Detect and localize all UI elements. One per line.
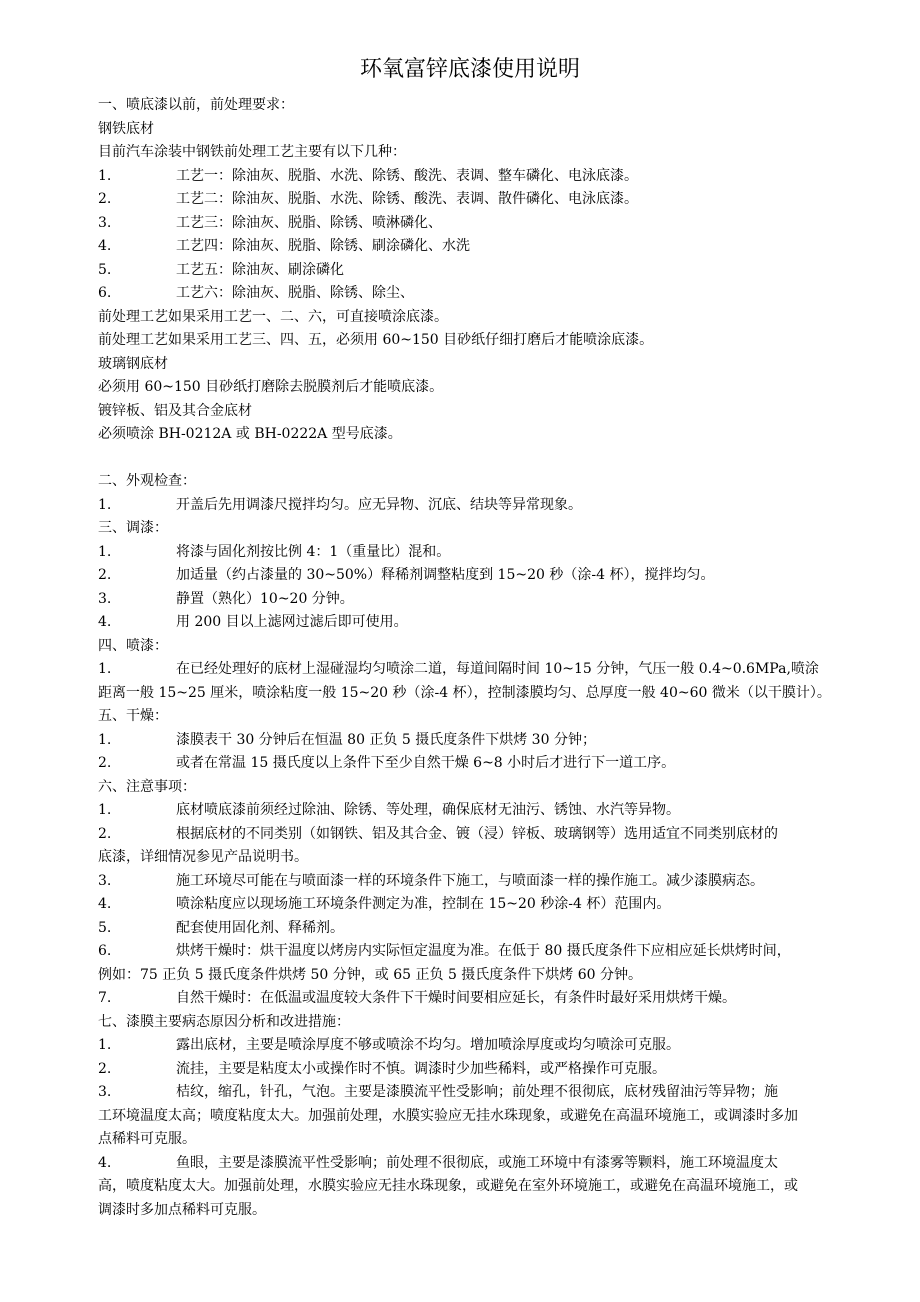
pretreatment-note-1: 前处理工艺如果采用工艺一、二、六，可直接喷涂底漆。: [98, 308, 448, 325]
item-number: 4.: [98, 614, 112, 630]
item-text: 开盖后先用调漆尺搅拌均匀。应无异物、沉底、结块等异常现象。: [176, 496, 582, 513]
mixing-item-1: [98, 541, 880, 565]
section-5-heading: 五、干燥：: [98, 708, 168, 724]
item-number: 2.: [98, 755, 112, 771]
note-item-2: [98, 823, 880, 847]
defect-item-4-continued: 高，喷度粘度太大。加强前处理，水膜实验应无挂水珠现象，或避免在室外环境施工，或避免在高温环境施工，或: [98, 1178, 798, 1194]
item-number: 6.: [98, 943, 112, 959]
item-text: 加适量（约占漆量的 30~50%）释稀剂调整粘度到 15~20 秒（涂-4 杯），搅拌均匀。: [176, 567, 715, 583]
item-number: 5.: [98, 261, 112, 278]
item-number: 2.: [98, 191, 112, 207]
item-number: 4.: [98, 238, 112, 254]
drying-list: [98, 729, 880, 776]
galvanized-instruction: 必须喷涂 BH-0212A 或 BH-0222A 型号底漆。: [98, 426, 402, 442]
section-2-heading: 二、外观检查：: [98, 473, 196, 489]
process-item-5: [98, 259, 880, 283]
item-number: 1.: [98, 661, 112, 677]
item-text: 流挂，主要是粘度太小或操作时不慎。调漆时少加些稀料，或严格操作可克服。: [176, 1060, 666, 1077]
inspection-list: [98, 494, 880, 518]
mixing-item-4: [98, 611, 880, 635]
fiberglass-instruction: 必须用 60~150 目砂纸打磨除去脱膜剂后才能喷底漆。: [98, 379, 444, 395]
item-text: 露出底材，主要是喷涂厚度不够或喷涂不均匀。增加喷涂厚度或均匀喷涂可克服。: [176, 1037, 680, 1053]
item-text: 底材喷底漆前须经过除油、除锈、等处理，确保底材无油污、锈蚀、水汽等异物。: [176, 802, 680, 818]
item-number: 3.: [98, 590, 112, 607]
pretreatment-note-2: 前处理工艺如果采用工艺三、四、五，必须用 60~150 目砂纸仔细打磨后才能喷涂底漆。: [98, 332, 654, 348]
drying-item-1: [98, 729, 880, 753]
item-number: 5.: [98, 919, 112, 936]
item-text: 桔纹，缩孔，针孔，气泡。主要是漆膜流平性受影响；前处理不很彻底，底材残留油污等异物；施: [176, 1084, 778, 1100]
defect-item-3-continued: 工环境温度太高；喷度粘度太大。加强前处理，水膜实验应无挂水珠现象，或避免在高温环境施工，或调漆时多加: [98, 1107, 798, 1124]
inspection-item-1: [98, 494, 880, 518]
document-title: 环氧富锌底漆使用说明: [360, 57, 581, 82]
process-item-3: [98, 212, 880, 236]
item-number: 6.: [98, 285, 112, 301]
item-number: 4.: [98, 896, 112, 912]
item-number: 1.: [98, 731, 112, 748]
item-number: 4.: [98, 1154, 112, 1171]
item-number: 3.: [98, 214, 112, 231]
spray-item-1-continued: 距离一般 15~25 厘米，喷涂粘度一般 15~20 秒（涂-4 杯），控制漆膜均匀、总厚度一般 40~60 微米（以干膜计）。: [98, 684, 831, 701]
section-6-heading: 六、注意事项：: [98, 778, 196, 795]
item-text: 静置（熟化）10~20 分钟。: [176, 590, 354, 607]
item-number: 2.: [98, 567, 112, 583]
process-item-1: [98, 165, 880, 189]
note-item-3: [98, 870, 880, 894]
note-item-5: [98, 917, 880, 941]
drying-item-2: [98, 752, 880, 776]
item-text: 施工环境尽可能在与喷面漆一样的环境条件下施工，与喷面漆一样的操作施工。减少漆膜病态。: [176, 872, 764, 889]
note-item-7: [98, 987, 880, 1011]
item-text: 自然干燥时：在低温或温度较大条件下干燥时间要相应延长，有条件时最好采用烘烤干燥。: [176, 990, 736, 1006]
item-number: 7.: [98, 990, 112, 1006]
spray-item-1: [98, 658, 880, 682]
item-number: 1.: [98, 167, 112, 184]
item-text: 工艺六：除油灰、脱脂、除锈、除尘、: [176, 285, 414, 301]
item-text: 烘烤干燥时：烘干温度以烤房内实际恒定温度为准。在低于 80 摄氏度条件下应相应延长烘烤时间，: [176, 943, 791, 959]
defect-item-1: [98, 1034, 880, 1058]
item-text: 工艺三：除油灰、脱脂、除锈、喷淋磷化、: [176, 214, 442, 231]
defect-item-4: [98, 1152, 880, 1176]
item-number: 3.: [98, 872, 112, 889]
blank-line: [98, 447, 880, 471]
section-3-heading: 三、调漆：: [98, 520, 168, 536]
item-number: 1.: [98, 1037, 112, 1053]
item-text: 工艺四：除油灰、脱脂、除锈、刷涂磷化、水洗: [176, 238, 470, 254]
defect-item-4-continued-2: 调漆时多加点稀料可克服。: [98, 1201, 266, 1218]
item-number: 3.: [98, 1084, 112, 1100]
item-text: 将漆与固化剂按比例 4：1（重量比）混和。: [176, 543, 451, 560]
item-text: 根据底材的不同类别（如钢铁、铝及其合金、镀（浸）锌板、玻璃钢等）选用适宜不同类别底材的: [176, 825, 778, 842]
item-text: 配套使用固化剂、释稀剂。: [176, 919, 344, 936]
item-number: 2.: [98, 825, 112, 842]
mixing-item-2: [98, 564, 880, 588]
item-number: 1.: [98, 496, 112, 513]
note-item-4: [98, 893, 880, 917]
process-list: [98, 165, 880, 306]
pretreatment-intro: 目前汽车涂装中钢铁前处理工艺主要有以下几种：: [98, 144, 406, 160]
defect-item-3-continued-2: 点稀料可克服。: [98, 1131, 196, 1147]
subheading-steel-substrate: 钢铁底材: [98, 120, 154, 137]
item-number: 2.: [98, 1060, 112, 1077]
process-item-2: [98, 188, 880, 212]
section-1-heading: 一、喷底漆以前，前处理要求：: [98, 97, 294, 113]
process-item-4: [98, 235, 880, 259]
section-7-heading: 七、漆膜主要病态原因分析和改进措施：: [98, 1013, 350, 1030]
subheading-galvanized-substrate: 镀锌板、铝及其合金底材: [98, 402, 252, 419]
item-number: 1.: [98, 543, 112, 560]
mixing-item-3: [98, 588, 880, 612]
mixing-list: [98, 541, 880, 635]
item-text: 工艺五：除油灰、刷涂磷化: [176, 261, 344, 278]
item-text: 在已经处理好的底材上湿碰湿均匀喷涂二道，每道间隔时间 10~15 分钟，气压一般 0.4~0.6MPa,喷涂: [176, 661, 819, 677]
note-item-2-continued: 底漆，详细情况参见产品说明书。: [98, 849, 308, 865]
item-text: 或者在常温 15 摄氏度以上条件下至少自然干燥 6~8 小时后才进行下一道工序。: [176, 755, 676, 771]
item-text: 鱼眼，主要是漆膜流平性受影响；前处理不很彻底，或施工环境中有漆雾等颗料，施工环境温度太: [176, 1154, 778, 1171]
defect-item-2: [98, 1058, 880, 1082]
note-item-6: [98, 940, 880, 964]
subheading-fiberglass-substrate: 玻璃钢底材: [98, 355, 168, 372]
process-item-6: [98, 282, 880, 306]
item-text: 漆膜表干 30 分钟后在恒温 80 正负 5 摄氏度条件下烘烤 30 分钟；: [176, 731, 596, 748]
note-item-6-continued: 例如：75 正负 5 摄氏度条件烘烤 50 分钟，或 65 正负 5 摄氏度条件下烘烤 60 分钟。: [98, 966, 643, 983]
defect-item-3: [98, 1081, 880, 1105]
item-text: 工艺二：除油灰、脱脂、水洗、除锈、酸洗、表调、散件磷化、电泳底漆。: [176, 191, 638, 207]
note-item-1: [98, 799, 880, 823]
section-4-heading: 四、喷漆：: [98, 637, 168, 654]
item-number: 1.: [98, 802, 112, 818]
item-text: 喷涂粘度应以现场施工环境条件测定为准，控制在 15~20 秒涂-4 杯）范围内。: [176, 896, 671, 912]
item-text: 工艺一：除油灰、脱脂、水洗、除锈、酸洗、表调、整车磷化、电泳底漆。: [176, 167, 638, 184]
item-text: 用 200 目以上滤网过滤后即可使用。: [176, 614, 408, 630]
